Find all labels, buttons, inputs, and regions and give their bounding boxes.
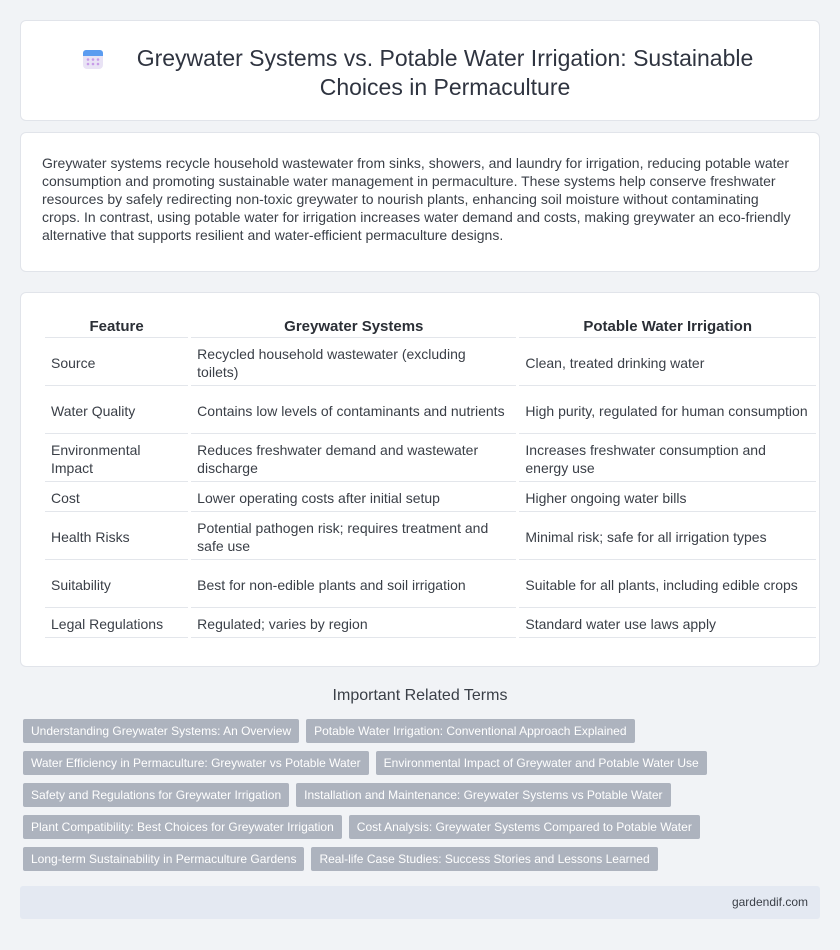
table-row [45, 482, 816, 512]
comparison-table [42, 315, 819, 638]
tag-row [23, 751, 813, 775]
table-row [45, 386, 816, 434]
table-row [45, 560, 816, 608]
potable-cell: Higher ongoing water bills [519, 482, 816, 512]
tag-row [23, 719, 813, 743]
related-terms-tags [23, 719, 813, 879]
related-term-tag[interactable]: Installation and Maintenance: Greywater Systems vs Potable Water [296, 783, 670, 807]
table-header-row [45, 315, 816, 338]
greywater-cell: Best for non-edible plants and soil irrigation [191, 560, 516, 608]
page-title: Greywater Systems vs. Potable Water Irrigation: Sustainable Choices in Permaculture [136, 45, 754, 100]
intro-card [20, 132, 820, 272]
title-wrap [81, 44, 779, 102]
greywater-cell: Reduces freshwater demand and wastewater discharge [191, 434, 516, 482]
feature-cell: Source [45, 338, 188, 386]
potable-cell: High purity, regulated for human consumption [519, 386, 816, 434]
related-term-tag[interactable]: Water Efficiency in Permaculture: Greywater vs Potable Water [23, 751, 369, 775]
table-row [45, 512, 816, 560]
related-term-tag[interactable]: Environmental Impact of Greywater and Potable Water Use [376, 751, 707, 775]
feature-cell: Water Quality [45, 386, 188, 434]
greywater-cell: Contains low levels of contaminants and nutrients [191, 386, 516, 434]
header-greywater: Greywater Systems [191, 315, 516, 338]
related-term-tag[interactable]: Potable Water Irrigation: Conventional Approach Explained [306, 719, 634, 743]
table-row [45, 338, 816, 386]
header-feature: Feature [45, 315, 188, 338]
related-term-tag[interactable]: Cost Analysis: Greywater Systems Compared to Potable Water [349, 815, 700, 839]
potable-cell: Standard water use laws apply [519, 608, 816, 638]
greywater-cell: Regulated; varies by region [191, 608, 516, 638]
feature-cell: Cost [45, 482, 188, 512]
related-terms-title: Important Related Terms [332, 687, 508, 704]
greywater-cell: Lower operating costs after initial setup [191, 482, 516, 512]
related-term-tag[interactable]: Long-term Sustainability in Permaculture Gardens [23, 847, 304, 871]
greywater-cell: Potential pathogen risk; requires treatment and safe use [191, 512, 516, 560]
footer-site-link[interactable]: gardendif.com [731, 895, 808, 909]
feature-cell: Suitability [45, 560, 188, 608]
comparison-table-card [20, 292, 820, 667]
header-potable: Potable Water Irrigation [519, 315, 816, 338]
potable-cell: Suitable for all plants, including edible crops [519, 560, 816, 608]
related-term-tag[interactable]: Plant Compatibility: Best Choices for Greywater Irrigation [23, 815, 342, 839]
tag-row [23, 847, 813, 871]
tag-row [23, 783, 813, 807]
table-row [45, 608, 816, 638]
potable-cell: Increases freshwater consumption and energy use [519, 434, 816, 482]
feature-cell: Health Risks [45, 512, 188, 560]
footer [20, 886, 820, 919]
feature-cell: Environmental Impact [45, 434, 188, 482]
greywater-cell: Recycled household wastewater (excluding toilets) [191, 338, 516, 386]
intro-text: Greywater systems recycle household wastewater from sinks, showers, and laundry for irrigation, reducing potable water consumption and promoting sustainable water management in permaculture. These systems help conserve freshwater resources by safely redirecting non-toxic greywater to nourish plants, enhancing soil moisture without contaminating crops. In contrast, using potable water for irrigation increases water demand and costs, making greywater an eco-friendly alternative that supports resilient and water-efficient permaculture designs. [42, 155, 791, 243]
related-term-tag[interactable]: Real-life Case Studies: Success Stories and Lessons Learned [311, 847, 657, 871]
related-term-tag[interactable]: Safety and Regulations for Greywater Irrigation [23, 783, 289, 807]
tag-row [23, 815, 813, 839]
header-card [20, 20, 820, 121]
table-row [45, 434, 816, 482]
feature-cell: Legal Regulations [45, 608, 188, 638]
potable-cell: Clean, treated drinking water [519, 338, 816, 386]
potable-cell: Minimal risk; safe for all irrigation types [519, 512, 816, 560]
related-term-tag[interactable]: Understanding Greywater Systems: An Overview [23, 719, 299, 743]
